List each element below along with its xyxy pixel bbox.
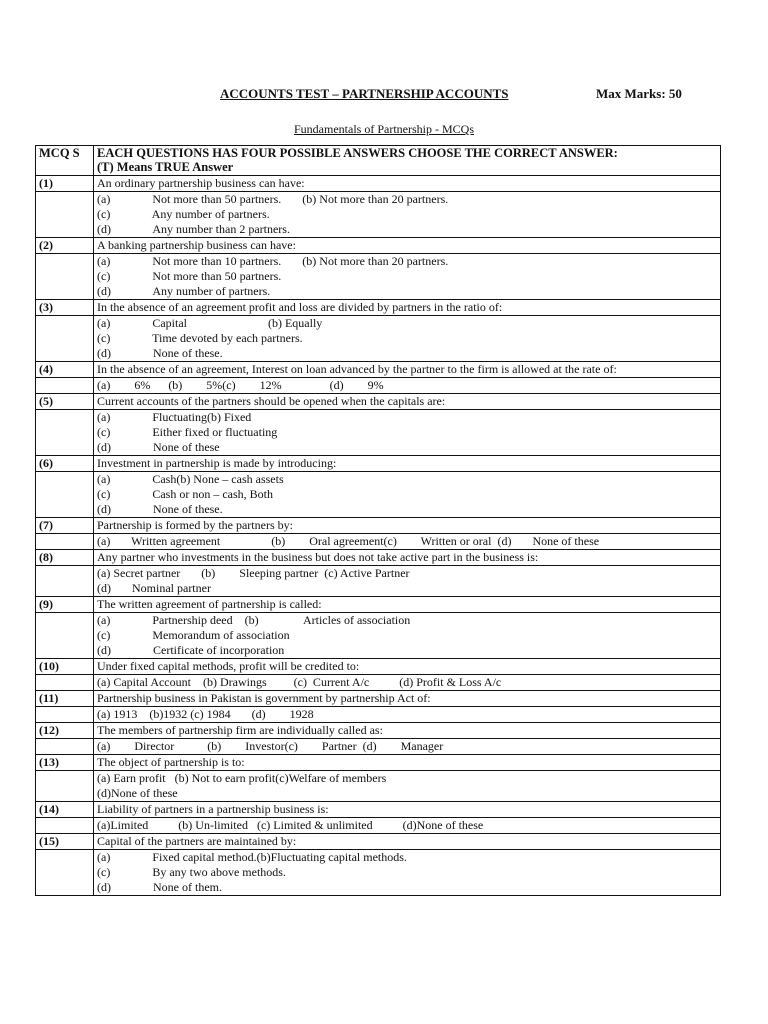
question-row [36,834,721,850]
question-row [36,597,721,613]
question-text: Partnership business in Pakistan is government by partnership Act of: [94,691,721,707]
answer-option: (c) Any number of partners. [97,207,270,221]
answer-options [94,534,721,550]
answer-option: (a) Capital (b) Equally [97,316,323,330]
options-row [36,316,721,362]
question-number: (15) [36,834,94,850]
mcq-table-body [36,146,721,896]
question-number: (11) [36,691,94,707]
question-text: Under fixed capital methods, profit will be credited to: [94,659,721,675]
table-header-row [36,146,721,176]
answer-options [94,316,721,362]
answer-option: (a) Capital Account (b) Drawings (c) Current A/c (d) Profit & Loss A/c [97,675,502,689]
instructions-line-2: (T) Means TRUE Answer [97,159,234,174]
max-marks: Max Marks: 50 [596,86,682,101]
answer-option: (d) Any number than 2 partners. [97,222,290,236]
question-row [36,456,721,472]
question-text: Capital of the partners are maintained by: [94,834,721,850]
question-number: (9) [36,597,94,613]
question-text: A banking partnership business can have: [94,238,721,254]
question-row [36,518,721,534]
question-row [36,238,721,254]
answer-option: (a) 6% (b) 5%(c) 12% (d) 9% [97,378,384,392]
options-spacer [36,675,94,691]
answer-options [94,771,721,802]
answer-options [94,818,721,834]
options-spacer [36,613,94,659]
question-number: (12) [36,723,94,739]
options-row [36,566,721,597]
question-text: Current accounts of the partners should be opened when the capitals are: [94,394,721,410]
answer-option: (d) Nominal partner [97,581,211,595]
question-text: The object of partnership is to: [94,755,721,771]
question-number: (2) [36,238,94,254]
answer-option: (c) Either fixed or fluctuating [97,425,278,439]
question-text: Investment in partnership is made by introducing: [94,456,721,472]
page-subtitle: Fundamentals of Partnership - MCQs [294,122,474,136]
options-row [36,771,721,802]
answer-options [94,192,721,238]
answer-option: (c) Time devoted by each partners. [97,331,303,345]
answer-option: (a)Limited (b) Un-limited (c) Limited & unlimited (d)None of these [97,818,484,832]
answer-option: (a) Cash(b) None – cash assets [97,472,284,486]
options-spacer [36,254,94,300]
answer-options [94,707,721,723]
answer-option: (d) Any number of partners. [97,284,271,298]
header-col-mcq: MCQ S [36,146,94,176]
question-row [36,176,721,192]
question-number: (14) [36,802,94,818]
question-row [36,723,721,739]
question-number: (8) [36,550,94,566]
options-spacer [36,818,94,834]
question-number: (3) [36,300,94,316]
answer-option: (c) Memorandum of association [97,628,290,642]
options-spacer [36,472,94,518]
answer-option: (a) Partnership deed (b) Articles of association [97,613,411,627]
question-row [36,550,721,566]
options-row [36,410,721,456]
question-text: Liability of partners in a partnership business is: [94,802,721,818]
answer-option: (d) Certificate of incorporation [97,643,285,657]
options-spacer [36,316,94,362]
options-row [36,534,721,550]
options-spacer [36,739,94,755]
question-row [36,300,721,316]
options-row [36,818,721,834]
question-row [36,362,721,378]
question-text: An ordinary partnership business can have: [94,176,721,192]
answer-option: (d) None of these. [97,346,223,360]
options-spacer [36,707,94,723]
options-spacer [36,410,94,456]
options-spacer [36,771,94,802]
question-number: (10) [36,659,94,675]
options-row [36,192,721,238]
question-row [36,802,721,818]
options-row [36,675,721,691]
question-text: In the absence of an agreement profit and loss are divided by partners in the ratio of: [94,300,721,316]
question-row [36,394,721,410]
answer-option: (d) None of these. [97,502,223,516]
answer-option: (a) Written agreement (b) Oral agreement(c) Written or oral (d) None of these [97,534,600,548]
page-title: ACCOUNTS TEST – PARTNERSHIP ACCOUNTS [220,86,509,101]
question-row [36,691,721,707]
options-row [36,739,721,755]
question-row [36,659,721,675]
answer-options [94,378,721,394]
instructions-line-1: EACH QUESTIONS HAS FOUR POSSIBLE ANSWERS CHOOSE THE CORRECT ANSWER: [97,146,618,160]
answer-option: (a) Not more than 50 partners. (b) Not more than 20 partners. [97,192,449,206]
answer-option: (a) Not more than 10 partners. (b) Not more than 20 partners. [97,254,449,268]
answer-option: (d)None of these [97,786,178,800]
mcq-table [35,145,721,896]
question-number: (4) [36,362,94,378]
title-line [0,86,768,104]
answer-option: (c) By any two above methods. [97,865,286,879]
question-text: Partnership is formed by the partners by: [94,518,721,534]
options-spacer [36,566,94,597]
answer-options [94,472,721,518]
question-text: In the absence of an agreement, Interest on loan advanced by the partner to the firm is allowed at the rate of: [94,362,721,378]
answer-options [94,675,721,691]
question-number: (6) [36,456,94,472]
question-number: (7) [36,518,94,534]
answer-option: (a) Fixed capital method.(b)Fluctuating capital methods. [97,850,407,864]
answer-option: (a) 1913 (b)1932 (c) 1984 (d) 1928 [97,707,314,721]
options-row [36,613,721,659]
options-row [36,850,721,896]
question-text: Any partner who investments in the business but does not take active part in the business is: [94,550,721,566]
answer-options [94,254,721,300]
options-row [36,254,721,300]
answer-option: (a) Director (b) Investor(c) Partner (d) Manager [97,739,444,753]
question-text: The written agreement of partnership is called: [94,597,721,613]
question-row [36,755,721,771]
answer-options [94,850,721,896]
answer-option: (d) None of these [97,440,220,454]
options-row [36,707,721,723]
options-spacer [36,192,94,238]
answer-option: (c) Cash or non – cash, Both [97,487,273,501]
options-spacer [36,850,94,896]
question-number: (13) [36,755,94,771]
question-number: (1) [36,176,94,192]
question-number: (5) [36,394,94,410]
answer-option: (a) Fluctuating(b) Fixed [97,410,252,424]
answer-options [94,739,721,755]
options-row [36,378,721,394]
answer-options [94,566,721,597]
answer-option: (d) None of them. [97,880,222,894]
options-spacer [36,378,94,394]
header-col-instructions [94,146,721,176]
answer-options [94,613,721,659]
question-text: The members of partnership firm are individually called as: [94,723,721,739]
options-spacer [36,534,94,550]
answer-option: (c) Not more than 50 partners. [97,269,282,283]
answer-options [94,410,721,456]
answer-option: (a) Earn profit (b) Not to earn profit(c)Welfare of members [97,771,387,785]
answer-option: (a) Secret partner (b) Sleeping partner (c) Active Partner [97,566,410,580]
options-row [36,472,721,518]
